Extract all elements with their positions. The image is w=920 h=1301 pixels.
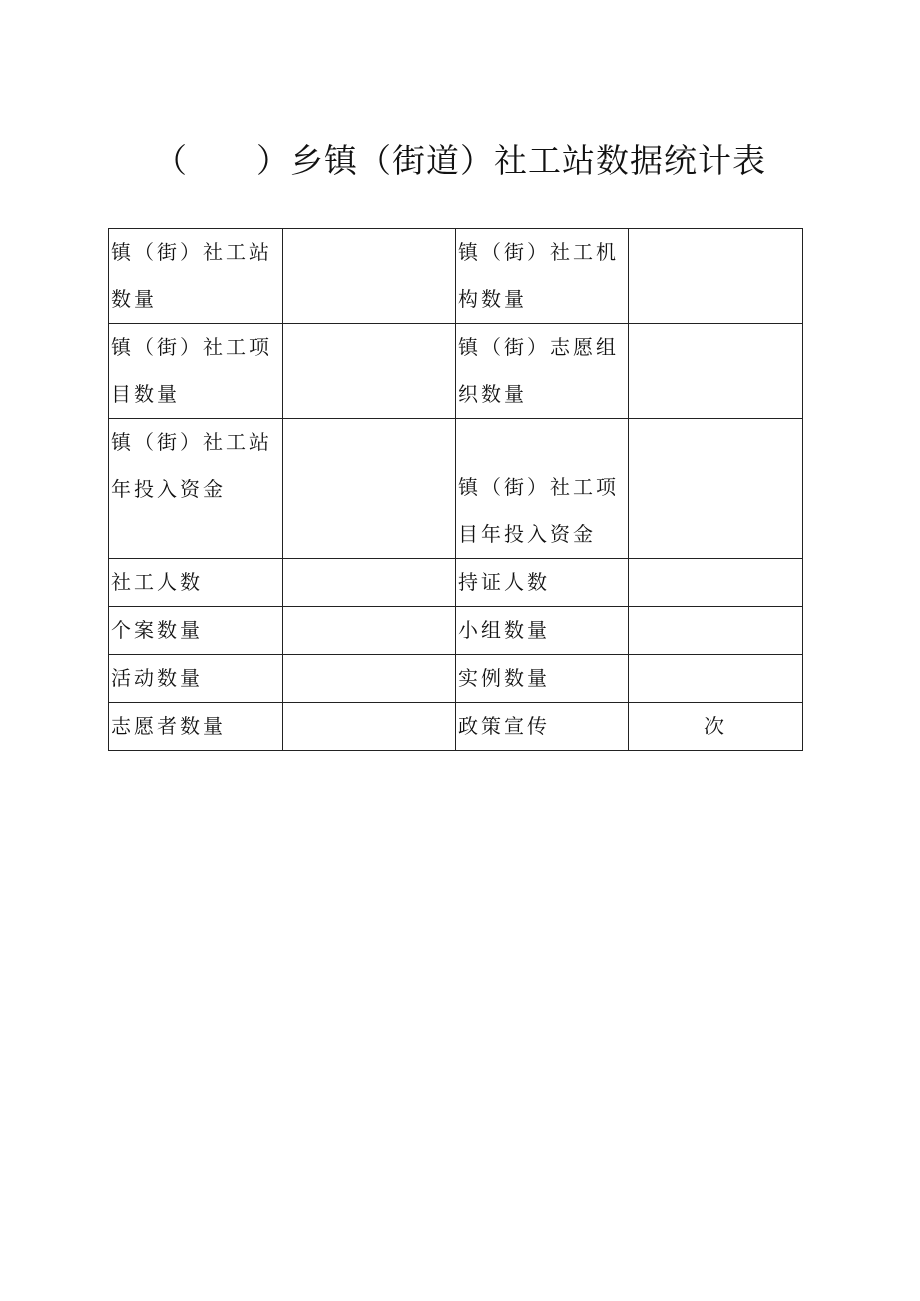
value-social-worker-count[interactable] (283, 559, 456, 607)
label-station-count: 镇（街）社工站 数量 (109, 229, 283, 324)
label-certified-count: 持证人数 (456, 559, 629, 607)
page-title: （ ）乡镇（街道）社工站数据统计表 (154, 141, 766, 180)
value-volunteer-org-count[interactable] (629, 324, 803, 419)
value-group-count[interactable] (629, 607, 803, 655)
value-certified-count[interactable] (629, 559, 803, 607)
value-project-annual-funding[interactable] (629, 419, 803, 559)
value-station-annual-funding[interactable] (283, 419, 456, 559)
label-project-count: 镇（街）社工项 目数量 (109, 324, 283, 419)
table-row (109, 229, 803, 324)
label-case-count: 个案数量 (109, 607, 283, 655)
label-station-annual-funding: 镇（街）社工站 年投入资金 (109, 419, 283, 559)
value-case-count[interactable] (283, 607, 456, 655)
value-agency-count[interactable] (629, 229, 803, 324)
label-agency-count: 镇（街）社工机 构数量 (456, 229, 629, 324)
table-row (109, 607, 803, 655)
statistics-table (108, 228, 803, 751)
label-activity-count: 活动数量 (109, 655, 283, 703)
label-project-annual-funding: 镇（街）社工项 目年投入资金 (456, 419, 629, 559)
table-row (109, 324, 803, 419)
label-example-count: 实例数量 (456, 655, 629, 703)
value-activity-count[interactable] (283, 655, 456, 703)
label-volunteer-org-count: 镇（街）志愿组 织数量 (456, 324, 629, 419)
label-policy-promotion: 政策宣传 (456, 703, 629, 751)
table-row (109, 703, 803, 751)
table-row (109, 419, 803, 559)
label-volunteer-count: 志愿者数量 (109, 703, 283, 751)
value-volunteer-count[interactable] (283, 703, 456, 751)
label-social-worker-count: 社工人数 (109, 559, 283, 607)
table-row (109, 559, 803, 607)
label-group-count: 小组数量 (456, 607, 629, 655)
value-policy-promotion[interactable]: 次 (629, 703, 803, 751)
value-station-count[interactable] (283, 229, 456, 324)
table-row (109, 655, 803, 703)
value-example-count[interactable] (629, 655, 803, 703)
value-project-count[interactable] (283, 324, 456, 419)
